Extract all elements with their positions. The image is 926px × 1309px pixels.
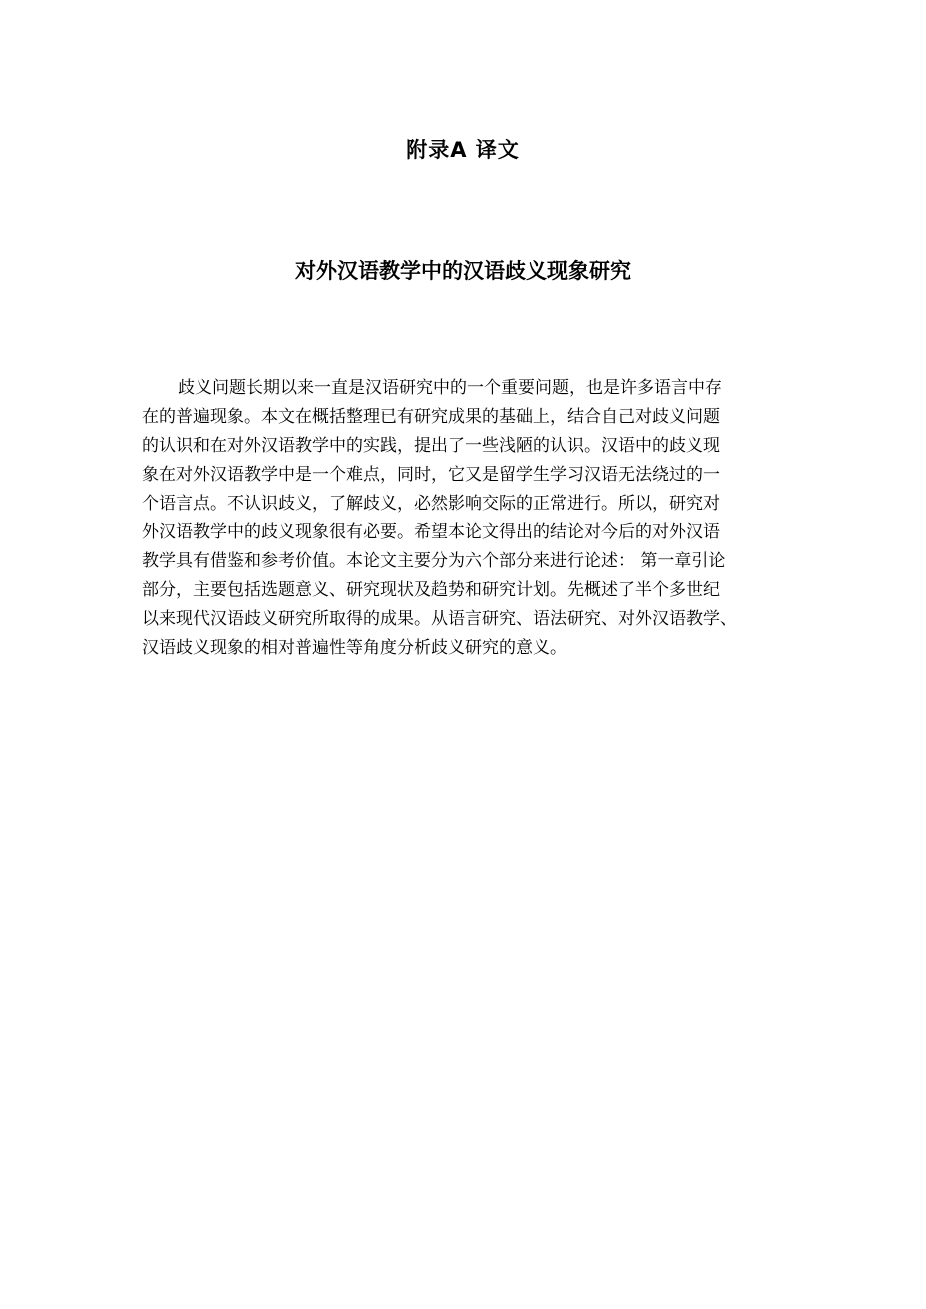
- paragraph-line: 教学具有借鉴和参考价值。本论文主要分为六个部分来进行论述： 第一章引论: [142, 551, 726, 572]
- paragraph-line: 个语言点。不认识歧义，了解歧义，必然影响交际的正常进行。所以，研究对: [142, 493, 720, 514]
- paper-title: 对外汉语教学中的汉语歧义现象研究: [295, 259, 631, 283]
- paragraph-line: 在的普遍现象。本文在概括整理已有研究成果的基础上，结合自己对歧义问题: [142, 406, 720, 427]
- paragraph-line: 的认识和在对外汉语教学中的实践，提出了一些浅陋的认识。汉语中的歧义现: [142, 435, 720, 456]
- abstract-paragraph: [142, 374, 812, 663]
- paragraph-line: 外汉语教学中的歧义现象很有必要。希望本论文得出的结论对今后的对外汉语: [142, 522, 720, 543]
- paragraph-line: 象在对外汉语教学中是一个难点，同时，它又是留学生学习汉语无法绕过的一: [142, 464, 720, 485]
- paragraph-line: 歧义问题长期以来一直是汉语研究中的一个重要问题，也是许多语言中存: [178, 378, 722, 398]
- appendix-heading: 附录A 译文: [406, 138, 520, 162]
- paragraph-line: 汉语歧义现象的相对普遍性等角度分析歧义研究的意义。: [142, 638, 567, 659]
- paragraph-line: 部分，主要包括选题意义、研究现状及趋势和研究计划。先概述了半个多世纪: [142, 580, 720, 601]
- paragraph-line: 以来现代汉语歧义研究所取得的成果。从语言研究、语法研究、对外汉语教学、: [142, 609, 737, 630]
